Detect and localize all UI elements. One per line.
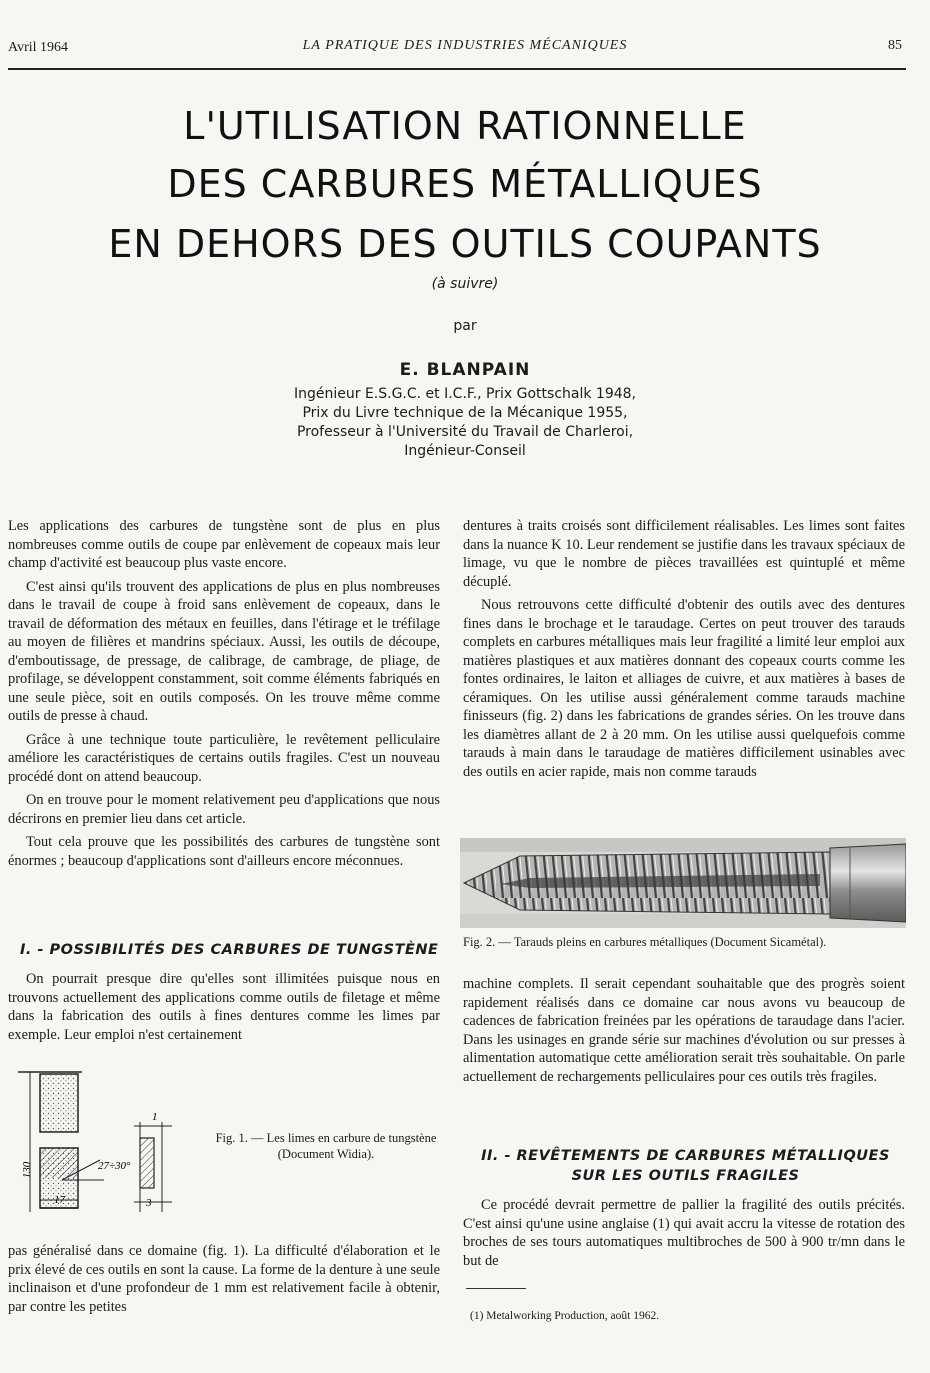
paragraph: machine complets. Il serait cependant souhaitable que des progrès soient rapidement réalisés dans ce domaine car nous avons vu beaucoup de cadences de fabrication freinées par les opérations de taraudage dans l'acier. Dans les usinages en grande série sur machines d'évolution ou sur presses à alimentation automatique cette amélioration serait très souhaitable. On parle actuellement de rechargements pelliculaires pour ces outils très fragiles. [463, 976, 905, 1085]
author-affiliation [0, 385, 930, 461]
title-line-1: L'UTILISATION RATIONNELLE [183, 104, 747, 148]
paragraph: On pourrait presque dire qu'elles sont illimitées puisque nous en trouvons actuellement des applications comme outils de filetage et même dans la fabrication des outils à fines dentures comme les limes par exemple. Leur emploi n'est certainement [8, 971, 440, 1043]
paragraph: Tout cela prouve que les possibilités des carbures de tungstène sont énormes ; beaucoup d'applications sont d'ailleurs encore méconnues. [8, 834, 440, 869]
right-column-section-2 [463, 1196, 905, 1275]
title-line-3: EN DEHORS DES OUTILS COUPANTS [108, 222, 822, 266]
affiliation-line: Prix du Livre technique de la Mécanique 1955, [302, 405, 628, 421]
continued-note: (à suivre) [431, 276, 499, 292]
issue-date: Avril 1964 [8, 40, 69, 55]
figure-2-caption: Fig. 2. — Tarauds pleins en carbures métalliques (Document Sicamétal). [463, 935, 827, 949]
fig1-dim-tooth: 1 [152, 1111, 158, 1123]
page-number: 85 [888, 38, 902, 53]
right-column-lower [463, 975, 905, 1091]
fig1-dim-width: 17 [54, 1194, 65, 1206]
paragraph: dentures à traits croisés sont difficilement réalisables. Les limes sont faites dans la nuance K 10. Leur rendement se justifie dans les travaux spéciaux de limage, vu que le nombre de pièces travaillées est quintuplé et même décuplé. [463, 518, 905, 590]
fig1-dim-height: 130 [21, 1161, 33, 1179]
paragraph: Grâce à une technique toute particulière, le revêtement pelliculaire améliore les caractéristiques de certains outils fragiles. C'est un nouveau procédé dont on attend beaucoup. [8, 731, 440, 785]
figure-1-file-drawing [12, 1062, 202, 1232]
section-2-heading [463, 1146, 908, 1186]
left-column-section-1 [8, 970, 440, 1049]
paragraph: Nous retrouvons cette difficulté d'obtenir des outils avec des dentures fines dans le brochage et le taraudage. Certes on peut trouver des tarauds complets en carbures métalliques mais leur fragilité a limité leur emploi aux matières plastiques et aux matières donnant des copeaux courts comme les fontes ordinaires, le laiton et alliages de cuivre, et aux matières à bases de céramiques. On les utilise aussi généralement comme tarauds machine finisseurs (fig. 2) dans les fabrications de grandes séries. On les trouve dans les diamètres allant de 2 à 20 mm. On les utilise aussi quelquefois comme tarauds à main dans le taraudage de matières difficilement usinables avec des outils en acier rapide, mais non comme tarauds [463, 597, 905, 780]
section-1-heading: I. - POSSIBILITÉS DES CARBURES DE TUNGSTÈNE [20, 942, 439, 958]
paragraph: pas généralisé dans ce domaine (fig. 1). La difficulté d'élaboration et le prix élevé de ces outils en sont la cause. La forme de la denture à une seule inclinaison et d'une profondeur de 1 mm est relativement facile à obtenir, par contre les petites [8, 1243, 440, 1315]
section-2-heading-line: II. - REVÊTEMENTS DE CARBURES MÉTALLIQUES [481, 1148, 890, 1164]
section-2-heading-line: SUR LES OUTILS FRAGILES [571, 1168, 800, 1184]
paragraph: Ce procédé devrait permettre de pallier la fragilité des outils précités. C'est ainsi qu'une usine anglaise (1) qui avait accru la vitesse de rotation des broches de ses tours automatiques multibroches de 500 à 900 tr/mn dans le but de [463, 1197, 905, 1269]
paragraph: C'est ainsi qu'ils trouvent des applications de plus en plus nombreuses dans le travail de coupe à froid sans enlèvement de copeaux, dans le travail de déformation des métaux en feuilles, dans l'étirage et le tréfilage au moyen de filières et mandrins spéciaux. Aussi, les outils de découpe, d'emboutissage, de pressage, de calibrage, de cambrage, de pliage, de profilage, se développent constamment, soit comme éléments fabriqués en une seule pièce, soit en outils composés. On les trouve même comme outils de presse à chaud. [8, 578, 440, 724]
paragraph: On en trouve pour le moment relativement peu d'applications que nous décrirons en premier lieu dans cet article. [8, 792, 440, 827]
footnote-rule [466, 1288, 526, 1289]
fig1-dim-angle: 27÷30° [98, 1160, 131, 1172]
figure-2-tap-photo [460, 838, 906, 928]
fig1-dim-thickness: 3 [146, 1197, 152, 1209]
journal-title: LA PRATIQUE DES INDUSTRIES MÉCANIQUES [302, 38, 628, 53]
right-column-upper [463, 517, 905, 786]
left-column-continued [8, 1242, 440, 1321]
affiliation-line: Ingénieur-Conseil [404, 443, 526, 459]
author-name: E. BLANPAIN [399, 360, 531, 380]
paragraph: Les applications des carbures de tungstène sont de plus en plus nombreuses comme outils de coupe par enlèvement de copeaux mais leur champ d'activité est beaucoup plus vaste encore. [8, 518, 440, 571]
affiliation-line: Professeur à l'Université du Travail de Charleroi, [296, 424, 634, 440]
figure-1-caption: Fig. 1. — Les limes en carbure de tungstène (Document Widia). [215, 1131, 437, 1161]
left-column-intro [8, 517, 440, 875]
title-line-2: DES CARBURES MÉTALLIQUES [167, 162, 763, 206]
by-label: par [453, 318, 477, 334]
running-header [0, 36, 930, 60]
header-rule [8, 68, 906, 70]
affiliation-line: Ingénieur E.S.G.C. et I.C.F., Prix Gottschalk 1948, [293, 386, 636, 402]
footnote: (1) Metalworking Production, août 1962. [470, 1310, 660, 1322]
